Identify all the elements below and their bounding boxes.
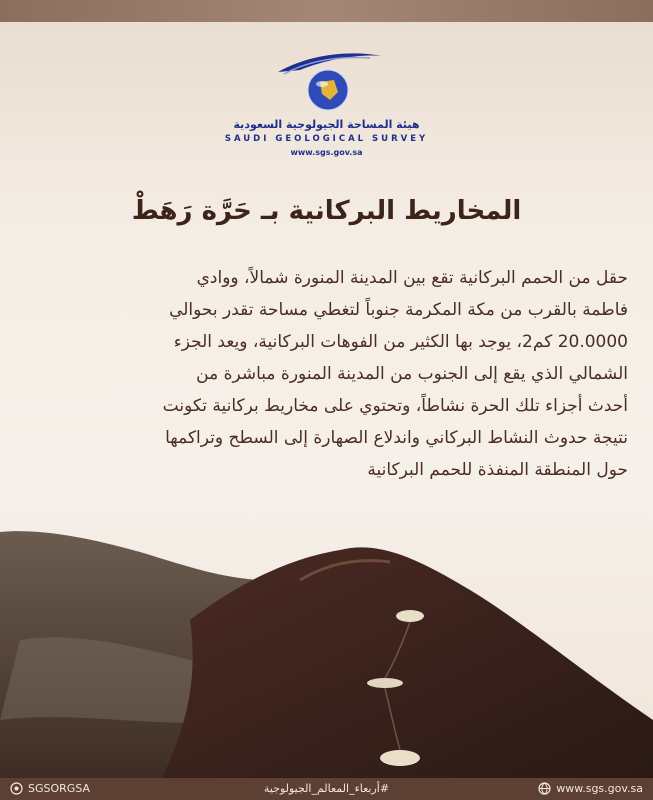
top-bar bbox=[0, 0, 653, 22]
footer-hashtag[interactable]: #أربعاء_المعالم_الجيولوجية bbox=[263, 782, 390, 795]
page-title: المخاريط البركانية بـ حَرَّة رَهَطْ bbox=[131, 196, 522, 226]
website-link[interactable] bbox=[538, 782, 643, 795]
sgs-logo bbox=[0, 48, 653, 168]
website-label: www.sgs.gov.sa bbox=[556, 782, 643, 795]
org-url[interactable]: www.sgs.gov.sa bbox=[290, 148, 363, 157]
description-line: حقل من الحمم البركانية تقع بين المدينة المنورة شمالاً، ووادي bbox=[196, 268, 628, 288]
description-paragraph bbox=[88, 262, 628, 486]
description-line: أحدث أجزاء تلك الحرة نشاطاً، وتحتوي على مخاريط بركانية تكونت bbox=[162, 396, 628, 416]
globe-logo-icon bbox=[270, 48, 390, 116]
footer-bar bbox=[0, 778, 653, 800]
org-name-ar: هيئة المساحة الجيولوجية السعودية bbox=[233, 118, 420, 131]
volcano-photo bbox=[0, 520, 653, 782]
social-handle-label: SGSORGSA bbox=[28, 782, 91, 795]
globe-icon bbox=[538, 782, 551, 795]
description-line: الشمالي الذي يقع إلى الجنوب من المدينة المنورة مباشرة من bbox=[196, 364, 628, 384]
description-line: حول المنطقة المنفذة للحمم البركانية bbox=[367, 460, 628, 480]
description-line: 20.0000 كم2، يوجد بها الكثير من الفوهات البركانية، ويعد الجزء bbox=[173, 332, 628, 352]
description-line: فاطمة بالقرب من مكة المكرمة جنوباً لتغطي مساحة تقدر بحوالي bbox=[169, 300, 628, 320]
org-name-en: SAUDI GEOLOGICAL SURVEY bbox=[224, 134, 429, 144]
description-line: نتيجة حدوث النشاط البركاني واندلاع الصهارة إلى السطح وتراكمها bbox=[165, 428, 628, 448]
